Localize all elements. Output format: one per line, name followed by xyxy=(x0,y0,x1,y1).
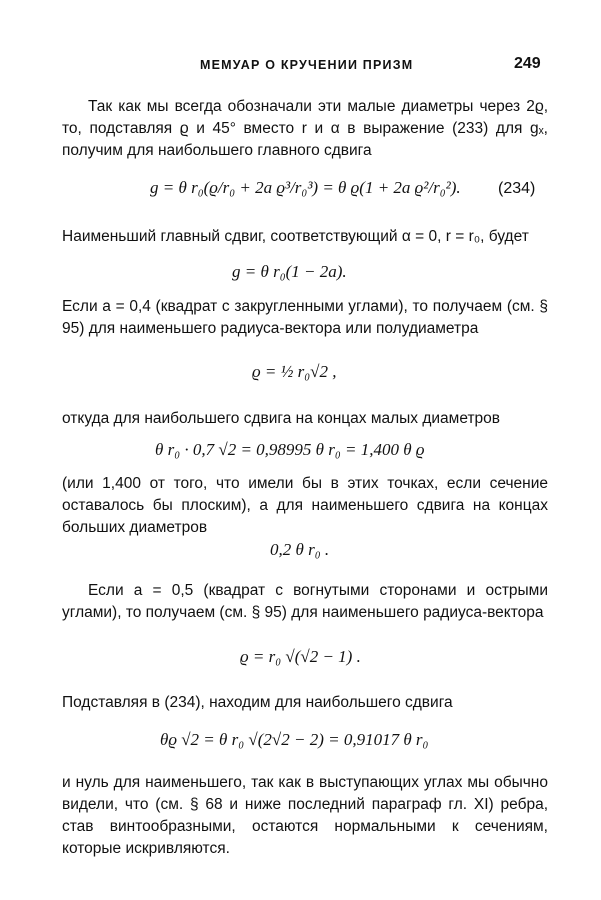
equation-02: 0,2 θ r₀ . xyxy=(270,540,330,559)
paragraph-6: Если a = 0,5 (квадрат с вогнутыми сторонами и острыми углами), то получаем (см. § 95) для наименьшего радиуса-вектора xyxy=(62,582,548,621)
paragraph-7: Подставляя в (234), находим для наибольшего сдвига xyxy=(62,694,453,711)
equation-234-label: (234) xyxy=(498,180,536,197)
equation-min-shear: g = θ r₀(1 − 2a). xyxy=(232,262,347,281)
equation-rho2: ϱ = r₀ √(√2 − 1) . xyxy=(240,647,361,666)
equation-rho: ϱ = ½ r₀√2 , xyxy=(252,362,337,381)
page-number: 249 xyxy=(514,55,541,72)
running-header: МЕМУАР О КРУЧЕНИИ ПРИЗМ xyxy=(200,58,414,72)
equation-234: g = θ r₀(ϱ/r₀ + 2a ϱ³/r₀³) = θ ϱ(1 + 2a ϱ²/r₀²). xyxy=(150,178,461,197)
equation-final: θϱ √2 = θ r₀ √(2√2 − 2) = 0,91017 θ r₀ xyxy=(160,730,429,749)
paragraph-4: откуда для наибольшего сдвига на концах малых диаметров xyxy=(62,410,501,427)
paragraph-8: и нуль для наименьшего, так как в выступающих углах мы обычно видели, что (см. § 68 и ниже последний параграф гл. XI) ребра, став винтообразными, остаются нормальными к сечениям, которые искривляются. xyxy=(62,774,548,857)
paragraph-5: (или 1,400 от того, что имели бы в этих точках, если сечение оставалось бы плоским), а для наименьшего сдвига на концах больших диаметров xyxy=(62,475,548,536)
paragraph-1: Так как мы всегда обозначали эти малые диаметры через 2ϱ, то, подставляя ϱ и 45° вместо r и α в выражение (233) для gₓ, получим для наибольшего главного сдвига xyxy=(62,98,548,159)
paragraph-3: Если a = 0,4 (квадрат с закругленными углами), то получаем (см. § 95) для наименьшего радиуса-вектора или полудиаметра xyxy=(62,298,548,337)
equation-max-shear: θ r₀ · 0,7 √2 = 0,98995 θ r₀ = 1,400 θ ϱ xyxy=(155,440,425,459)
paragraph-2: Наименьший главный сдвиг, соответствующий α = 0, r = r₀, будет xyxy=(62,228,529,245)
